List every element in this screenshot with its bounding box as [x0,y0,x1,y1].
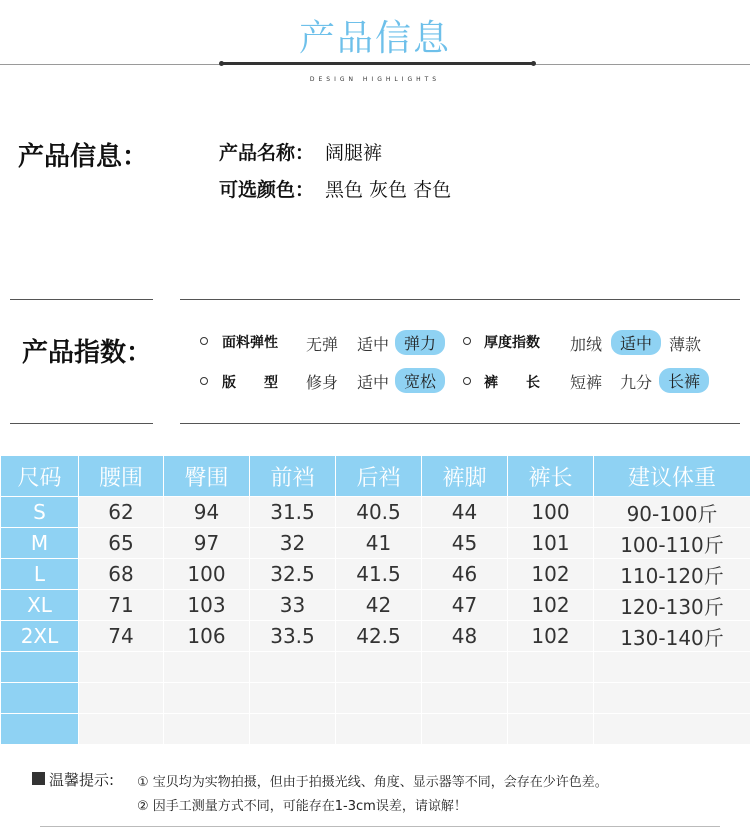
table-header-row [1,456,750,497]
table-cell: 32.5 [250,559,336,590]
table-cell: 62 [79,497,164,528]
table-cell: 100 [164,559,250,590]
table-cell [508,683,594,714]
table-cell [422,714,508,745]
table-row [1,652,750,683]
table-cell: 31.5 [250,497,336,528]
table-cell [250,652,336,683]
index-option: 无弹 [306,335,339,354]
index-label-fit: 版 型 [222,375,278,391]
table-cell: 110-120斤 [594,559,750,590]
column-header: 尺码 [1,456,79,497]
table-cell [508,652,594,683]
table-cell: 33.5 [250,621,336,652]
table-cell: 120-130斤 [594,590,750,621]
bottom-divider [40,826,720,827]
index-option-selected: 宽松 [395,368,445,393]
index-option: 薄款 [669,335,702,354]
table-cell: 41 [336,528,422,559]
notes-heading: 温馨提示: [49,771,115,789]
index-option: 九分 [620,373,653,392]
product-info-heading: 产品信息： [18,142,149,172]
table-cell: 47 [422,590,508,621]
size-cell: XL [1,590,79,621]
table-cell [164,683,250,714]
table-cell: 45 [422,528,508,559]
table-cell: 97 [164,528,250,559]
table-cell [422,683,508,714]
table-cell: 102 [508,621,594,652]
note-item: ② 因手工测量方式不同，可能存在1-3cm误差，请谅解！ [137,799,467,814]
index-label-thickness: 厚度指数 [484,335,540,351]
table-cell [422,652,508,683]
table-cell: 101 [508,528,594,559]
table-cell: 65 [79,528,164,559]
table-row [1,714,750,745]
table-row [1,559,750,590]
table-cell: 48 [422,621,508,652]
table-cell: 74 [79,621,164,652]
product-name-label: 产品名称： [219,142,315,164]
size-cell: S [1,497,79,528]
table-cell: 130-140斤 [594,621,750,652]
page-subtitle: DESIGN HIGHLIGHTS [309,76,441,83]
table-cell [79,714,164,745]
index-option: 适中 [357,335,390,354]
index-option: 短裤 [570,373,603,392]
table-cell: 40.5 [336,497,422,528]
table-cell [594,714,750,745]
index-bullet [200,377,208,385]
table-cell [594,683,750,714]
table-cell: 103 [164,590,250,621]
size-cell: 2XL [1,621,79,652]
table-cell [250,683,336,714]
table-cell: 90-100斤 [594,497,750,528]
table-cell [594,652,750,683]
table-cell [336,683,422,714]
divider-left-top [10,299,153,300]
table-cell: 102 [508,590,594,621]
table-cell: 42 [336,590,422,621]
color-label: 可选颜色： [219,179,315,201]
index-bullet [463,337,471,345]
divider-right-bottom [180,423,740,424]
table-cell: 33 [250,590,336,621]
index-label-length: 裤 长 [484,375,540,391]
table-row [1,528,750,559]
product-name-value: 阔腿裤 [325,142,383,164]
index-option-selected: 长裤 [659,368,709,393]
index-option-selected: 弹力 [395,330,445,355]
product-index-heading: 产品指数： [22,338,153,368]
table-cell [164,714,250,745]
table-cell: 68 [79,559,164,590]
table-cell: 94 [164,497,250,528]
table-cell: 41.5 [336,559,422,590]
rule-dot-left [219,61,224,66]
index-option-selected: 适中 [611,330,661,355]
table-cell: 71 [79,590,164,621]
table-cell: 32 [250,528,336,559]
table-cell: 100 [508,497,594,528]
table-cell [79,683,164,714]
color-value: 黑色 灰色 杏色 [325,179,452,201]
table-cell: 100-110斤 [594,528,750,559]
table-cell [508,714,594,745]
table-cell: 44 [422,497,508,528]
notes-bullet-square [32,772,45,785]
column-header: 前裆 [250,456,336,497]
column-header: 臀围 [164,456,250,497]
divider-left-bottom [10,423,153,424]
table-cell [336,652,422,683]
table-cell: 102 [508,559,594,590]
rule-dot-right [531,61,536,66]
table-cell [164,652,250,683]
index-bullet [463,377,471,385]
table-cell [79,652,164,683]
table-cell [336,714,422,745]
page-title: 产品信息 [298,18,451,59]
table-row [1,497,750,528]
size-cell: M [1,528,79,559]
table-row [1,621,750,652]
column-header: 裤脚 [422,456,508,497]
table-cell: 42.5 [336,621,422,652]
table-cell [250,714,336,745]
table-cell: 106 [164,621,250,652]
size-cell: L [1,559,79,590]
column-header: 腰围 [79,456,164,497]
header-accent-rule [222,62,534,65]
size-table [0,455,750,745]
size-cell [1,714,79,745]
table-cell: 46 [422,559,508,590]
index-label-elasticity: 面料弹性 [222,335,278,351]
index-option: 加绒 [570,335,603,354]
note-item: ① 宝贝均为实物拍摄，但由于拍摄光线、角度、显示器等不同，会存在少许色差。 [137,775,608,790]
table-row [1,683,750,714]
divider-right-top [180,299,740,300]
size-cell [1,683,79,714]
column-header: 裤长 [508,456,594,497]
index-option: 修身 [306,373,339,392]
index-bullet [200,337,208,345]
index-option: 适中 [357,373,390,392]
column-header: 后裆 [336,456,422,497]
column-header: 建议体重 [594,456,750,497]
table-row [1,590,750,621]
size-cell [1,652,79,683]
